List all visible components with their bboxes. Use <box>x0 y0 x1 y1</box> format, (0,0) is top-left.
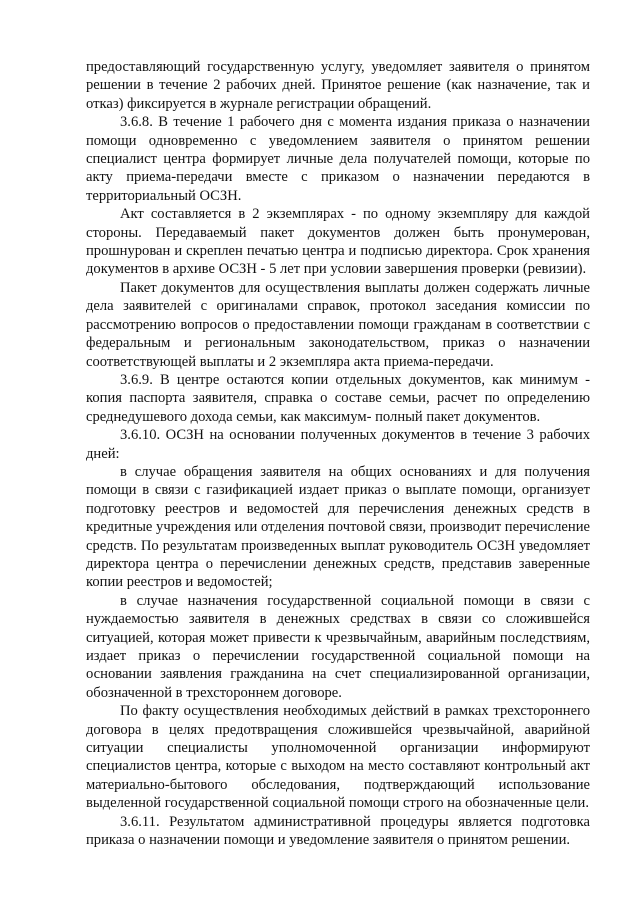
document-page <box>86 58 590 849</box>
paragraph-3-6-8: 3.6.8. В течение 1 рабочего дня с момента издания приказа о назначении помощи одновременно с уведомлением заявителя о принятом решении специалист центра формирует личные дела получателей помощи, которые по акту приема-передачи вместе с приказом о назначении передаются в территориальный ОСЗН. <box>86 114 590 204</box>
paragraph-3-6-10: 3.6.10. ОСЗН на основании полученных документов в течение 3 рабочих дней: <box>86 427 590 462</box>
paragraph-3-6-11: 3.6.11. Результатом административной процедуры является подготовка приказа о назначении помощи и уведомление заявителя о принятом решении. <box>86 813 590 849</box>
paragraph-continuation: предоставляющий государственную услугу, уведомляет заявителя о принятом решении в течение 2 рабочих дней. Принятое решение (как назначение, так и отказ) фиксируется в журнале регистрации обращений. <box>86 59 590 112</box>
paragraph-fact: По факту осуществления необходимых действий в рамках трехстороннего договора в целях предотвращения сложившейся чрезвычайной, аварийной ситуации специалисты уполномоченной организации информируют специалистов центра, которые с выходом на место составляют контрольный акт материально-бытового обследования, подтверждающий использование выделенной государственной социальной помощи строго на обозначенные цели. <box>86 703 590 812</box>
paragraph-package: Пакет документов для осуществления выплаты должен содержать личные дела заявителей с оригиналами справок, протокол заседания комиссии по рассмотрению вопросов о предоставлении помощи гражданам в соответствии с федеральным и региональным законодательством, приказ о назначении соответствующей выплаты и 2 экземпляра акта приема-передачи. <box>86 279 590 370</box>
paragraph-general-case: в случае обращения заявителя на общих основаниях и для получения помощи в связи с газификацией издает приказ о выплате помощи, организует подготовку реестров и ведомостей для перечисления денежных средств в кредитные учреждения или отделения почтовой связи, производит перечисление средств. По результатам произведенных выплат руководитель ОСЗН уведомляет директора центра о перечислении денежных средств, представив заверенные копии реестров и ведомостей; <box>86 463 590 591</box>
paragraph-act: Акт составляется в 2 экземплярах - по одному экземпляру для каждой стороны. Передаваемый пакет документов должен быть пронумерован, прошнурован и скреплен печатью центра и подписью директора. Срок хранения документов в архиве ОСЗН - 5 лет при условии завершения проверки (ревизии). <box>86 206 590 278</box>
paragraph-emergency-case: в случае назначения государственной социальной помощи в связи с нуждаемостью заявителя в денежных средствах в связи со сложившейся ситуацией, которая может привести к чрезвычайным, аварийным последствиям, издает приказ о перечислении государственной социальной помощи на основании заявления гражданина на счет специализированной организации, обозначенной в трехстороннем договоре. <box>86 592 590 701</box>
paragraph-3-6-9: 3.6.9. В центре остаются копии отдельных документов, как минимум - копия паспорта заявителя, справка о составе семьи, расчет по определению среднедушевого дохода семьи, как максимум- полный пакет документов. <box>86 371 590 425</box>
